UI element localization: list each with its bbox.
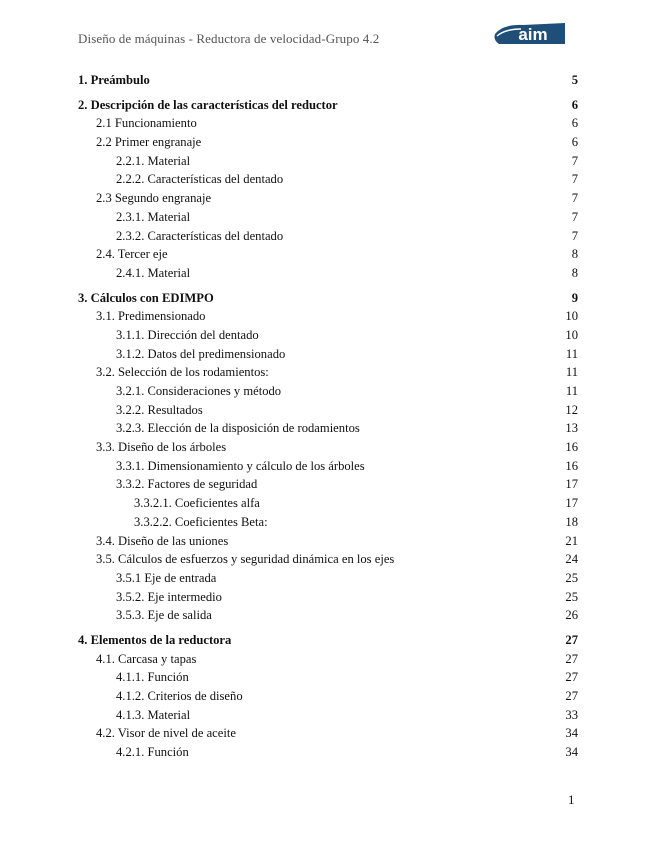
toc-entry[interactable] <box>78 440 578 459</box>
toc-entry-page: 17 <box>565 477 578 492</box>
toc-entry-label: 3.4. Diseño de las uniones <box>96 533 229 548</box>
toc-entry-label: 4.1.3. Material <box>116 707 191 722</box>
logo-text: aim <box>518 25 548 44</box>
toc-entry-label: 1. Preámbulo <box>78 73 150 87</box>
toc-entry-label: 2.1 Funcionamiento <box>96 116 197 131</box>
toc-entry[interactable] <box>78 608 578 627</box>
toc-entry-page: 6 <box>571 116 578 131</box>
toc-entry[interactable] <box>78 689 578 708</box>
toc-entry[interactable] <box>78 347 578 366</box>
toc-entry[interactable] <box>78 116 578 135</box>
toc-entry-page: 25 <box>565 570 578 585</box>
toc-entry-page: 25 <box>565 589 578 604</box>
toc-entry-page: 11 <box>565 384 578 398</box>
toc-entry-label: 4. Elementos de la reductora <box>78 632 232 647</box>
toc-entry-label: 3.2.1. Consideraciones y método <box>116 384 282 398</box>
toc-entry-label: 2.4.1. Material <box>116 265 191 280</box>
toc-entry[interactable] <box>78 309 578 328</box>
toc-entry-page: 27 <box>565 651 578 666</box>
toc-entry[interactable] <box>78 590 578 609</box>
toc-entry[interactable] <box>78 247 578 266</box>
toc-entry[interactable] <box>78 403 578 422</box>
toc-entry[interactable] <box>78 98 578 117</box>
toc-entry-label: 4.1.2. Criterios de diseño <box>116 689 243 703</box>
toc-entry-page: 11 <box>565 365 578 380</box>
toc-entry[interactable] <box>78 652 578 671</box>
toc-entry-page: 34 <box>565 726 578 741</box>
toc-entry-page: 26 <box>565 608 578 623</box>
toc-entry[interactable] <box>78 552 578 571</box>
toc-entry-page: 16 <box>565 440 578 455</box>
toc-entry[interactable] <box>78 365 578 384</box>
toc-entry-page: 33 <box>565 707 578 722</box>
toc-entry-label: 3.1.2. Datos del predimensionado <box>116 346 286 361</box>
toc-entry-page: 8 <box>571 247 578 262</box>
toc-entry[interactable] <box>78 421 578 440</box>
page-header <box>0 0 655 60</box>
toc-entry-page: 10 <box>565 327 578 342</box>
toc-entry-page: 6 <box>571 135 578 150</box>
toc-entry-label: 2.3.1. Material <box>116 209 191 224</box>
aim-logo <box>493 20 567 46</box>
toc-entry-label: 2. Descripción de las características del reductor <box>78 97 338 112</box>
toc-entry-label: 4.1.1. Función <box>116 670 189 685</box>
toc-entry-page: 18 <box>565 514 578 529</box>
toc-entry-page: 11 <box>565 346 578 361</box>
toc-entry-page: 13 <box>565 421 578 436</box>
toc-entry[interactable] <box>78 291 578 310</box>
toc-entry-page: 7 <box>571 153 578 168</box>
toc-entry-label: 3.1. Predimensionado <box>96 309 206 324</box>
toc-entry-label: 3.2.3. Elección de la disposición de rodamientos <box>116 421 360 436</box>
toc-entry-label: 3.2.2. Resultados <box>116 402 203 417</box>
toc-entry-page: 12 <box>565 402 578 417</box>
toc-entry-label: 2.4. Tercer eje <box>96 247 168 262</box>
toc-entry[interactable] <box>78 477 578 496</box>
toc-entry-label: 3.5.3. Eje de salida <box>116 608 212 623</box>
toc-entry[interactable] <box>78 172 578 191</box>
toc-entry[interactable] <box>78 384 578 403</box>
toc-entry-page: 10 <box>565 309 578 324</box>
toc-entry-page: 24 <box>565 552 578 567</box>
toc-entry-page: 34 <box>565 745 578 760</box>
toc-entry-page: 16 <box>565 458 578 473</box>
toc-entry[interactable] <box>78 73 578 92</box>
toc-entry[interactable] <box>78 571 578 590</box>
toc-entry-label: 4.1. Carcasa y tapas <box>96 651 197 666</box>
toc-entry-page: 5 <box>571 73 578 87</box>
toc-entry-page: 27 <box>565 689 578 703</box>
toc-entry[interactable] <box>78 726 578 745</box>
toc-entry-page: 7 <box>571 191 578 206</box>
toc-entry[interactable] <box>78 670 578 689</box>
toc-entry-label: 2.2 Primer engranaje <box>96 135 202 150</box>
toc-entry-page: 17 <box>565 496 578 511</box>
toc-entry-label: 3.3. Diseño de los árboles <box>96 440 227 455</box>
toc-entry-page: 8 <box>571 265 578 280</box>
toc-entry[interactable] <box>78 191 578 210</box>
toc-entry-page: 27 <box>565 632 578 647</box>
toc-entry-page: 9 <box>571 290 578 305</box>
toc-entry[interactable] <box>78 708 578 727</box>
toc-entry-label: 3.3.2.1. Coeficientes alfa <box>134 496 260 511</box>
toc-entry-label: 3.3.1. Dimensionamiento y cálculo de los árboles <box>116 458 365 473</box>
toc-entry-label: 4.2.1. Función <box>116 745 189 760</box>
toc-entry-label: 2.3.2. Características del dentado <box>116 228 284 243</box>
toc-entry[interactable] <box>78 328 578 347</box>
toc-entry-label: 3.2. Selección de los rodamientos: <box>96 365 269 380</box>
toc-entry[interactable] <box>78 745 578 764</box>
toc-entry-page: 7 <box>571 228 578 243</box>
header-title: Diseño de máquinas - Reductora de velocidad-Grupo 4.2 <box>78 31 380 46</box>
toc-entry-label: 2.3 Segundo engranaje <box>96 191 212 206</box>
toc-entry[interactable] <box>78 633 578 652</box>
toc-entry[interactable] <box>78 229 578 248</box>
toc-entry-page: 21 <box>565 533 578 548</box>
toc-entry-label: 3.5.1 Eje de entrada <box>116 570 217 585</box>
toc-entry-label: 3.3.2. Factores de seguridad <box>116 477 258 492</box>
page-number: 1 <box>568 792 575 807</box>
toc-entry-page: 6 <box>571 97 578 112</box>
toc-entry[interactable] <box>78 459 578 478</box>
toc-entry[interactable] <box>78 515 578 534</box>
toc-entry-label: 3. Cálculos con EDIMPO <box>78 290 214 305</box>
toc-entry-label: 4.2. Visor de nivel de aceite <box>96 726 236 741</box>
toc-entry[interactable] <box>78 154 578 173</box>
toc-entry[interactable] <box>78 210 578 229</box>
table-of-contents <box>78 73 578 764</box>
toc-entry[interactable] <box>78 496 578 515</box>
toc-entry-label: 3.5.2. Eje intermedio <box>116 589 222 604</box>
toc-entry-page: 27 <box>565 670 578 685</box>
toc-entry-label: 3.5. Cálculos de esfuerzos y seguridad dinámica en los ejes <box>96 552 395 567</box>
toc-entry-label: 3.1.1. Dirección del dentado <box>116 327 259 342</box>
toc-entry-label: 2.2.2. Características del dentado <box>116 172 284 187</box>
toc-entry-label: 2.2.1. Material <box>116 153 191 168</box>
toc-entry[interactable] <box>78 534 578 553</box>
toc-entry-label: 3.3.2.2. Coeficientes Beta: <box>134 514 268 529</box>
toc-entry-page: 7 <box>571 172 578 187</box>
toc-entry-page: 7 <box>571 209 578 224</box>
toc-entry[interactable] <box>78 135 578 154</box>
toc-entry[interactable] <box>78 266 578 285</box>
